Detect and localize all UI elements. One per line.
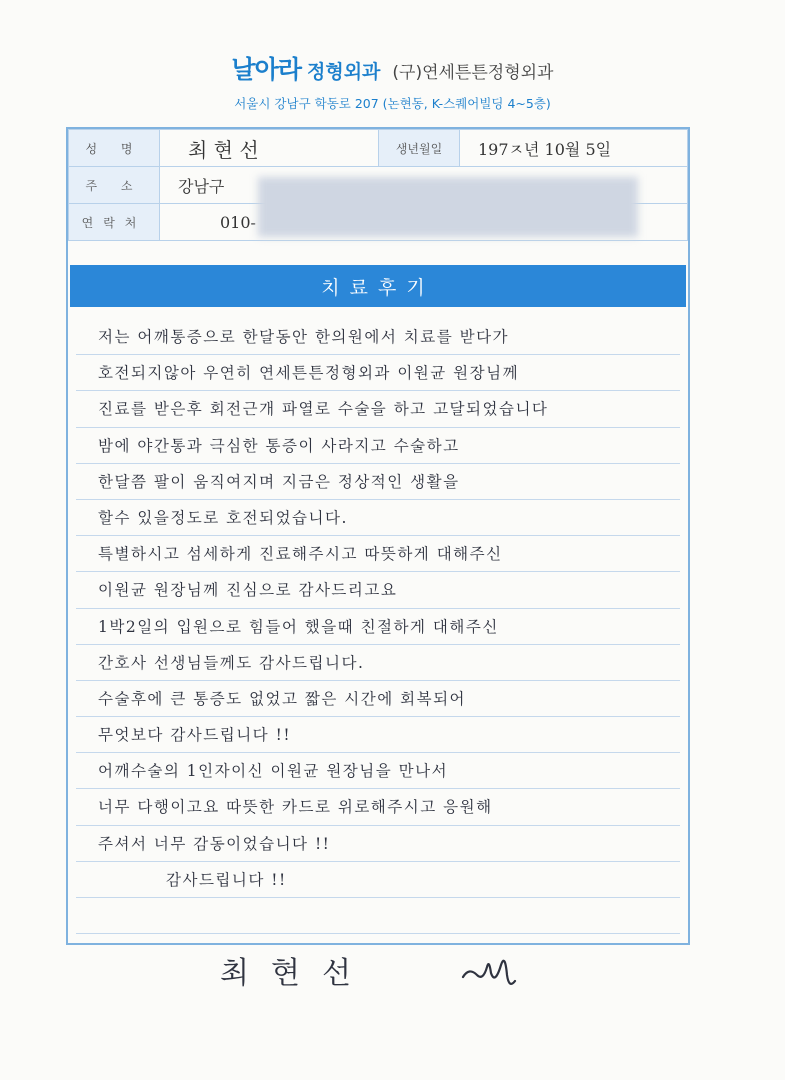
name-label: 성 명	[69, 130, 160, 167]
review-title: 치료후기	[70, 265, 686, 307]
review-line: 저는 어깨통증으로 한달동안 한의원에서 치료를 받다가	[76, 319, 680, 355]
clinic-header	[0, 50, 785, 112]
name-value: 최 현 선	[160, 130, 379, 167]
address-label: 주 소	[69, 167, 160, 204]
review-line: 밤에 야간통과 극심한 통증이 사라지고 수술하고	[76, 428, 680, 464]
review-line: 감사드립니다 !!	[76, 862, 680, 898]
review-line: 너무 다행이고요 따뜻한 카드로 위로해주시고 응원해	[76, 789, 680, 825]
review-line: 무엇보다 감사드립니다 !!	[76, 717, 680, 753]
contact-label: 연락처	[69, 204, 160, 241]
review-line: 한달쯤 팔이 움직여지며 지금은 정상적인 생활을	[76, 464, 680, 500]
review-line: 어깨수술의 1인자이신 이원균 원장님을 만나서	[76, 753, 680, 789]
redacted-personal-info	[258, 177, 638, 237]
signature-name: 최현선	[220, 956, 373, 991]
review-body	[76, 319, 680, 934]
clinic-logo	[0, 50, 785, 86]
review-line: 1박2일의 입원으로 힘들어 했을때 친절하게 대해주신	[76, 609, 680, 645]
birth-value: 197ㅈ년 10월 5일	[460, 130, 688, 167]
review-form	[66, 127, 690, 945]
review-line: 주셔서 너무 감동이었습니다 !!	[76, 826, 680, 862]
clinic-address: 서울시 강남구 학동로 207 (논현동, K-스퀘어빌딩 4~5층)	[234, 96, 551, 111]
review-line: 할수 있을정도로 호전되었습니다.	[76, 500, 680, 536]
review-line: 진료를 받은후 회전근개 파열로 수술을 하고 고달되었습니다	[76, 391, 680, 427]
former-clinic-name: (구)연세튼튼정형외과	[392, 63, 554, 83]
contact-value: 010-	[160, 204, 688, 241]
brand-sub: 정형외과	[306, 61, 381, 83]
review-line: 간호사 선생님들께도 감사드립니다.	[76, 645, 680, 681]
review-line: 수술후에 큰 통증도 없었고 짧은 시간에 회복되어	[76, 681, 680, 717]
empty-ruled-line	[76, 898, 680, 934]
review-line: 특별하시고 섬세하게 진료해주시고 따뜻하게 대해주신	[76, 536, 680, 572]
signature-mark	[455, 945, 525, 995]
brand-name: 날아라	[231, 55, 301, 84]
birth-label: 생년월일	[379, 130, 460, 167]
review-line: 호전되지않아 우연히 연세튼튼정형외과 이원균 원장님께	[76, 355, 680, 391]
review-line: 이원균 원장님께 진심으로 감사드리고요	[76, 572, 680, 608]
address-value: 강남구	[160, 167, 688, 204]
